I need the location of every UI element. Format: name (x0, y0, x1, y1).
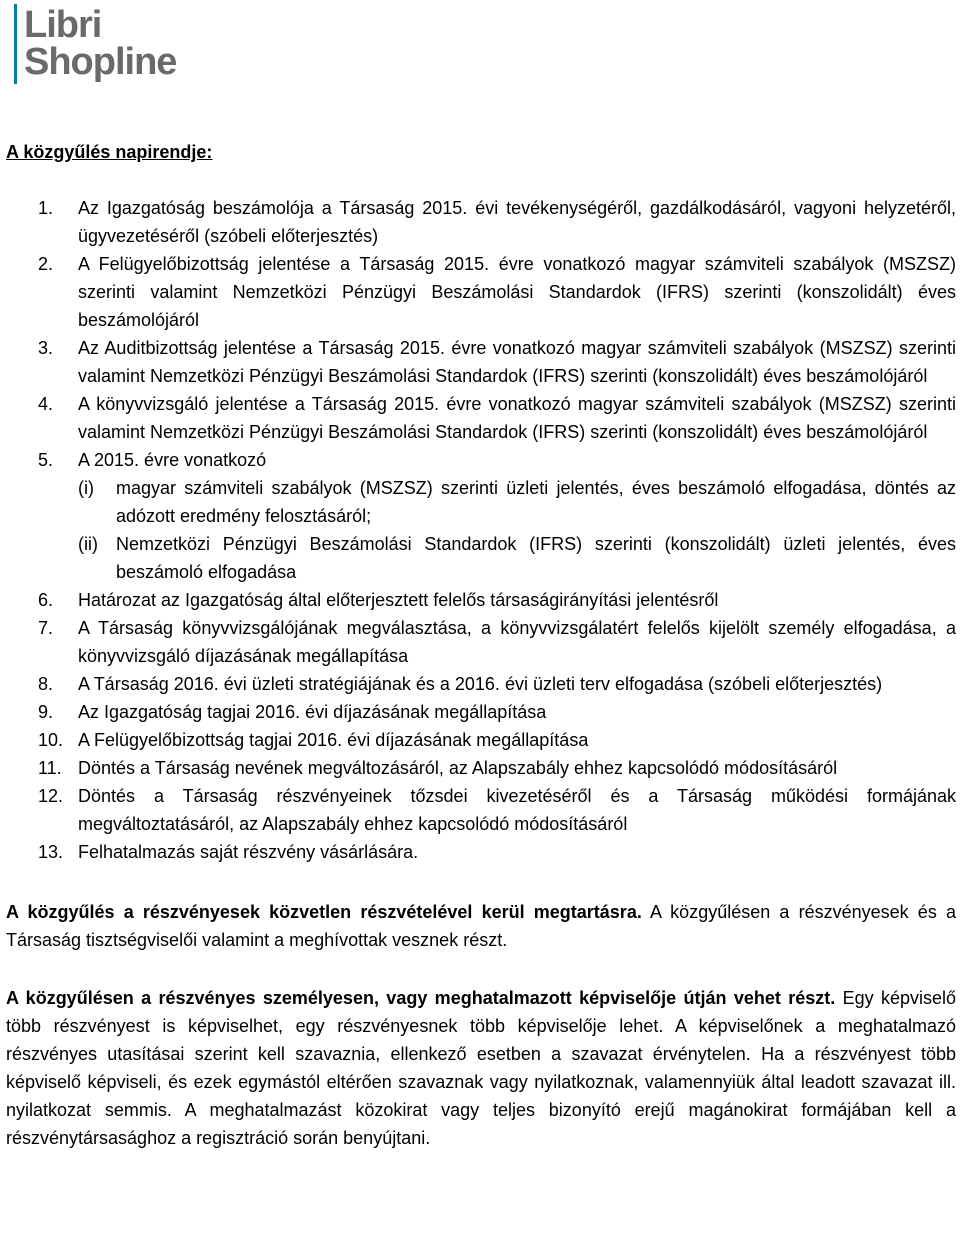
agenda-item (6, 194, 956, 250)
logo-line-1: Libri (24, 4, 102, 46)
agenda-item-text: Határozat az Igazgatóság által előterjesztett felelős társaságirányítási jelentésről (78, 590, 719, 610)
agenda-subitem-number: (ii) (78, 534, 98, 554)
agenda-item (6, 698, 956, 726)
agenda-item-number: 10. (38, 730, 64, 750)
agenda-item-text: Döntés a Társaság nevének megváltozásáról, az Alapszabály ehhez kapcsolódó módosításáról (78, 758, 838, 778)
agenda-item-text: Az Igazgatóság beszámolója a Társaság 2015. évi tevékenységéről, gazdálkodásáról, vagyoni helyzetéről, ügyvezetéséről (szóbeli előterjesztés) (78, 198, 956, 246)
agenda-subitem (78, 474, 956, 530)
agenda-subitem-number: (i) (78, 478, 94, 498)
agenda-item-body (78, 334, 956, 390)
agenda-item (6, 390, 956, 446)
agenda-list (6, 194, 956, 866)
paragraph-attendance (6, 898, 956, 954)
agenda-item-text: Felhatalmazás saját részvény vásárlására. (78, 842, 419, 862)
agenda-item-body (78, 698, 956, 726)
agenda-item (6, 586, 956, 614)
paragraph-attendance-bold: A közgyűlés a részvényesek közvetlen részvételével kerül megtartásra. (6, 902, 642, 922)
agenda-item-number: 9. (38, 702, 54, 722)
company-logo (14, 4, 176, 84)
agenda-item-body (78, 782, 956, 838)
paragraph-attendance-rest: A közgyűlésen a részvényesek és a Társaság tisztségviselői valamint a meghívottak vesznek részt. (6, 902, 956, 950)
agenda-item-number: 11. (38, 758, 62, 778)
agenda-subitem-text: Nemzetközi Pénzügyi Beszámolási Standardok (IFRS) szerinti (konszolidált) üzleti jelentés, éves beszámoló elfogadása (116, 534, 956, 582)
agenda-item (6, 670, 956, 698)
paragraph-proxy-bold: A közgyűlésen a részvényes személyesen, vagy meghatalmazott képviselője útján vehet részt. (6, 988, 836, 1008)
agenda-item-text: A könyvvizsgáló jelentése a Társaság 2015. évre vonatkozó magyar számviteli szabályok (MSZSZ) szerinti valamint Nemzetközi Pénzügyi Beszámolási Standardok (IFRS) szerinti (konszolidált) éves beszámolójáról (78, 394, 956, 442)
agenda-item-number: 6. (38, 590, 54, 610)
agenda-item-text: A 2015. évre vonatkozó (78, 450, 267, 470)
agenda-item-number: 12. (38, 786, 64, 806)
agenda-item-number: 4. (38, 394, 54, 414)
agenda-item (6, 446, 956, 586)
document-body (6, 138, 956, 1152)
agenda-item (6, 726, 956, 754)
agenda-item-number: 2. (38, 254, 54, 274)
agenda-item-body (78, 194, 956, 250)
agenda-item (6, 754, 956, 782)
agenda-item-text: A Felügyelőbizottság jelentése a Társaság 2015. évre vonatkozó magyar számviteli szabályok (MSZSZ) szerinti valamint Nemzetközi Pénzügyi Beszámolási Standardok (IFRS) szerinti (konszolidált) éves beszámolójáról (78, 254, 956, 330)
agenda-item-text: Az Igazgatóság tagjai 2016. évi díjazásának megállapítása (78, 702, 547, 722)
agenda-heading: A közgyűlés napirendje: (6, 142, 213, 162)
agenda-item-text: A Társaság 2016. évi üzleti stratégiájának és a 2016. évi üzleti terv elfogadása (szóbeli előterjesztés) (78, 674, 883, 694)
agenda-item-body (78, 250, 956, 334)
agenda-subitem (78, 530, 956, 586)
agenda-item-number: 3. (38, 338, 54, 358)
agenda-item-body (78, 838, 956, 866)
agenda-item-number: 8. (38, 674, 54, 694)
agenda-item-text: Az Auditbizottság jelentése a Társaság 2015. évre vonatkozó magyar számviteli szabályok (MSZSZ) szerinti valamint Nemzetközi Pénzügyi Beszámolási Standardok (IFRS) szerinti (konszolidált) éves beszámolójáról (78, 338, 956, 386)
agenda-item-text: A Felügyelőbizottság tagjai 2016. évi díjazásának megállapítása (78, 730, 589, 750)
agenda-item-number: 1. (38, 198, 54, 218)
logo-line-2: Shopline (24, 41, 177, 83)
agenda-item-body (78, 670, 956, 698)
paragraph-proxy (6, 984, 956, 1152)
agenda-item-body (78, 614, 956, 670)
agenda-sublist (78, 474, 956, 586)
paragraph-proxy-rest: Egy képviselő több részvényest is képviselhet, egy részvényesnek több képviselője lehet. A képviselőnek a meghatalmazó részvényes utasításai szerint kell szavaznia, ellenkező esetben a szavazat érvénytelen. Ha a részvényest több képviselő képviseli, és ezek egymástól eltérően szavaznak vagy nyilatkoznak, valamennyiük által leadott szavazat ill. nyilatkozat semmis. A meghatalmazást közokirat vagy teljes bizonyító erejű magánokirat formájában kell a részvénytársasághoz a regisztráció során benyújtani. (6, 988, 957, 1148)
agenda-item-number: 7. (38, 618, 54, 638)
agenda-item-number: 5. (38, 450, 54, 470)
agenda-item-text: A Társaság könyvvizsgálójának megválasztása, a könyvvizsgálatért felelős kijelölt személy elfogadása, a könyvvizsgáló díjazásának megállapítása (78, 618, 956, 666)
agenda-item (6, 838, 956, 866)
agenda-item (6, 250, 956, 334)
agenda-item-body (78, 446, 956, 586)
agenda-item-text: Döntés a Társaság részvényeinek tőzsdei kivezetéséről és a Társaság működési formájának megváltoztatásáról, az Alapszabály ehhez kapcsolódó módosításáról (78, 786, 956, 834)
logo-accent-bar (14, 4, 17, 84)
agenda-item (6, 334, 956, 390)
agenda-item (6, 782, 956, 838)
agenda-item-body (78, 390, 956, 446)
agenda-item-body (78, 726, 956, 754)
agenda-item-number: 13. (38, 842, 64, 862)
agenda-item-body (78, 586, 956, 614)
logo-wordmark (24, 4, 176, 84)
agenda-item-body (78, 754, 956, 782)
agenda-subitem-text: magyar számviteli szabályok (MSZSZ) szerinti üzleti jelentés, éves beszámoló elfogadása, döntés az adózott eredmény felosztásáról; (116, 478, 956, 526)
agenda-item (6, 614, 956, 670)
